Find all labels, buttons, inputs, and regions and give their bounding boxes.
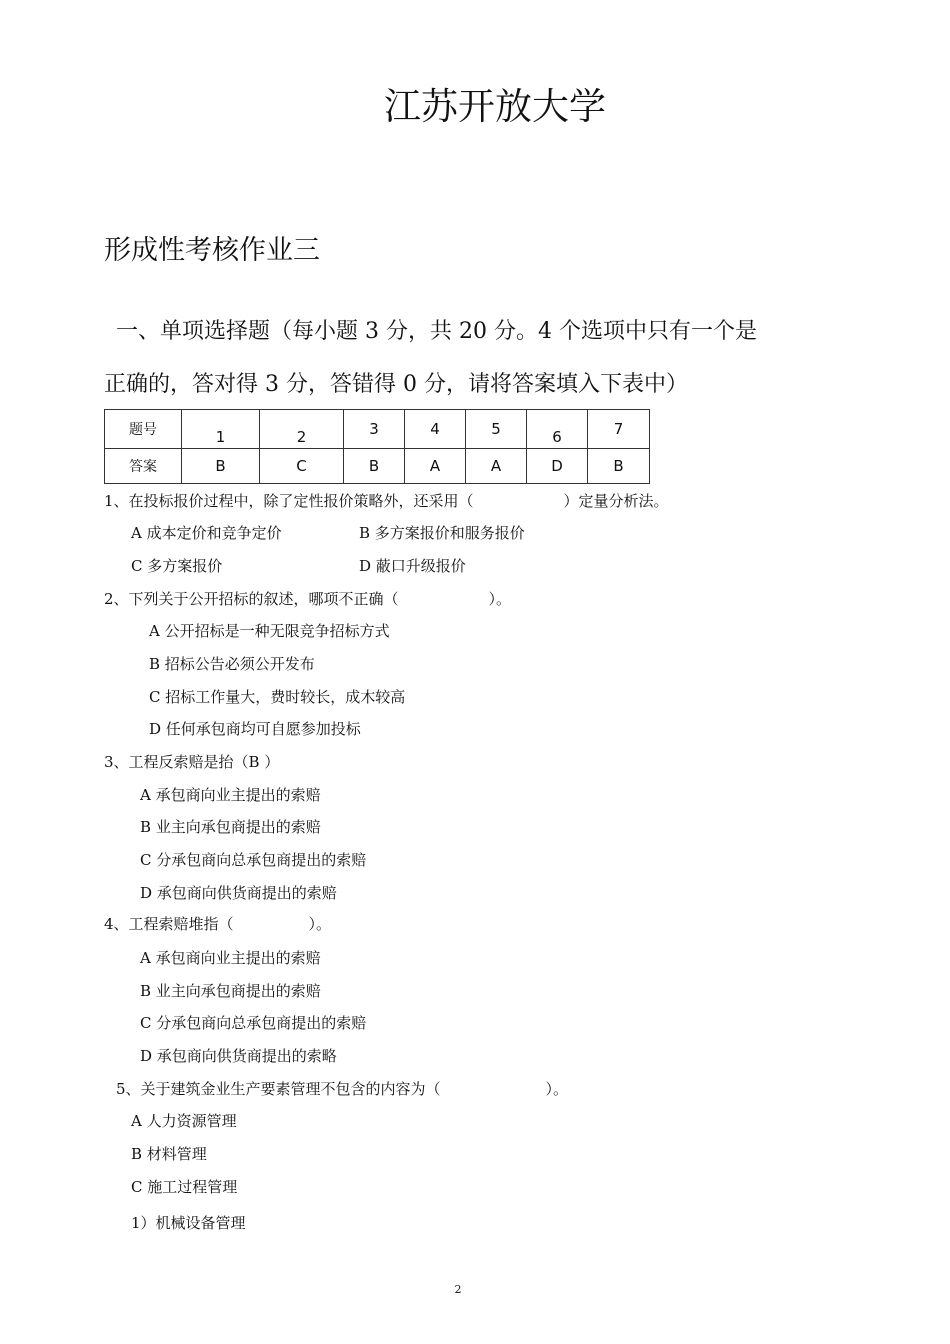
answer-cell: D — [527, 449, 588, 484]
answer-table-answer-row — [105, 449, 650, 484]
number-cell: 1 — [182, 410, 260, 449]
question-1-option-c: C 多方案报价 — [131, 557, 223, 575]
answer-cell: B — [182, 449, 260, 484]
number-cell: 2 — [260, 410, 344, 449]
number-cell: 5 — [466, 410, 527, 449]
question-1-option-b: B 多方案报价和服务报价 — [359, 524, 525, 542]
number-cell: 6 — [527, 410, 588, 449]
answer-table-number-row — [105, 410, 650, 449]
question-1-option-a: A 成本定价和竞争定价 — [131, 524, 282, 542]
question-2-option-a: A 公开招标是一种无限竞争招标方式 — [149, 622, 390, 640]
answer-table — [104, 409, 650, 484]
university-title: 江苏开放大学 — [384, 85, 606, 128]
question-2-option-c: C 招标工作量大，费时较长，成木较高 — [149, 688, 406, 706]
question-4-option-d: D 承包商向供货商提出的索略 — [140, 1047, 337, 1065]
answer-cell: A — [405, 449, 466, 484]
question-3-option-d: D 承包商向供货商提出的索赔 — [140, 884, 337, 902]
number-header-cell: 题号 — [105, 410, 182, 449]
question-4-option-c: C 分承包商向总承包商提出的索赔 — [140, 1014, 367, 1032]
answer-cell: A — [466, 449, 527, 484]
question-3-option-a: A 承包商向业主提出的索赔 — [140, 786, 321, 804]
number-cell: 3 — [344, 410, 405, 449]
question-5-option-d: 1）机械设备管理 — [131, 1214, 246, 1232]
answer-header-cell: 答案 — [105, 449, 182, 484]
question-2-stem: 2、下列关于公开招标的叙述，哪项不正确（ ）。 — [104, 590, 512, 608]
question-4-option-a: A 承包商向业主提出的索赔 — [140, 949, 321, 967]
number-cell: 7 — [588, 410, 650, 449]
section-heading-line-1: 一、单项选择题（每小题 3 分，共 20 分。4 个选项中只有一个是 — [116, 319, 757, 344]
question-3-stem: 3、工程反索赔是抬（B ） — [104, 753, 280, 771]
answer-cell: C — [260, 449, 344, 484]
question-2-option-b: B 招标公告必须公开发布 — [149, 655, 315, 673]
question-1-option-d: D 蔽口升级报价 — [359, 557, 466, 575]
question-3-option-b: B 业主向承包商提出的索赔 — [140, 818, 321, 836]
question-5-option-c: C 施工过程管理 — [131, 1178, 238, 1196]
question-5-stem: 5、关于建筑金业生产要素管理不包含的内容为（ ）。 — [116, 1080, 569, 1098]
answer-cell: B — [344, 449, 405, 484]
question-2-option-d: D 任何承包商均可自愿参加投标 — [149, 720, 361, 738]
section-heading-line-2: 正确的，答对得 3 分，答错得 0 分，请将答案填入下表中） — [104, 372, 688, 397]
question-5-option-b: B 材料管理 — [131, 1145, 207, 1163]
question-4-option-b: B 业主向承包商提出的索赔 — [140, 982, 321, 1000]
assignment-title: 形成性考核作业三 — [104, 235, 320, 266]
page-number: 2 — [454, 1283, 462, 1296]
question-1-stem: 1、在投标报价过程中，除了定性报价策略外，还采用（ ）定量分析法。 — [104, 492, 669, 510]
question-4-stem: 4、工程索赔堆指（ ）。 — [104, 915, 332, 933]
number-cell: 4 — [405, 410, 466, 449]
question-5-option-a: A 人力资源管理 — [131, 1112, 237, 1130]
answer-cell: B — [588, 449, 650, 484]
question-3-option-c: C 分承包商向总承包商提出的索赔 — [140, 851, 367, 869]
